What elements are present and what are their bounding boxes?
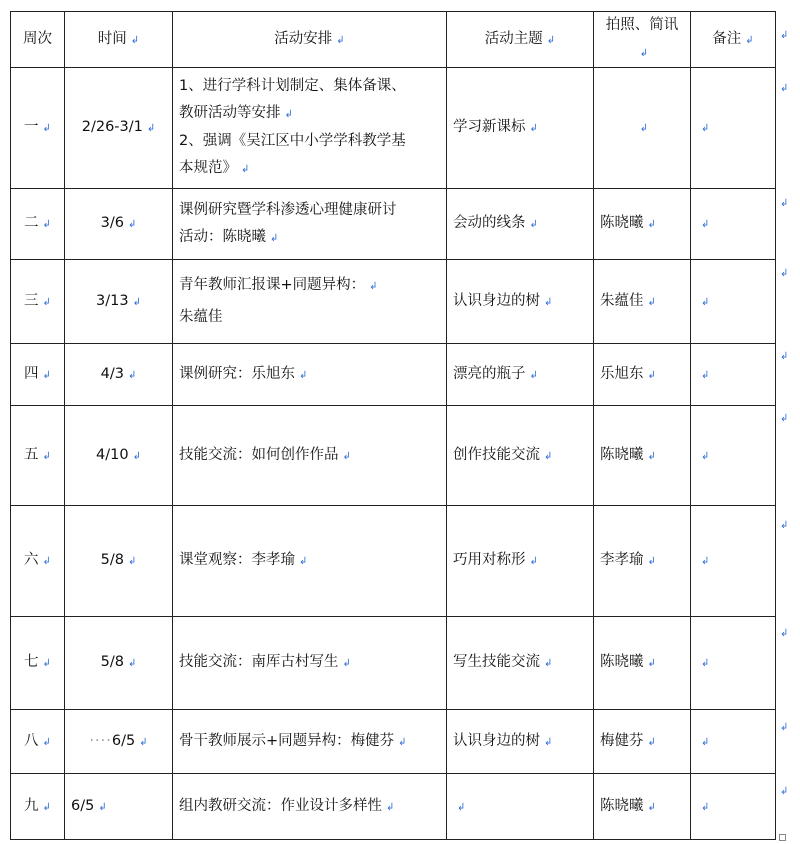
theme-cell: 学习新课标 ↲ xyxy=(447,68,594,189)
header-photo: 拍照、简讯↲ xyxy=(594,12,691,68)
date-cell: 3/6 ↲ xyxy=(65,189,173,260)
theme-cell: 创作技能交流 ↲ xyxy=(447,406,594,506)
photo-cell: 陈晓曦 ↲ xyxy=(594,189,691,260)
photo-cell: 朱蕴佳 ↲ xyxy=(594,260,691,344)
arrangement-line: 2、强调《吴江区中小学学科教学基 xyxy=(179,133,406,149)
table-row xyxy=(11,406,776,506)
photo-cell: 陈晓曦 ↲ xyxy=(594,774,691,840)
theme-cell: 会动的线条 ↲ xyxy=(447,189,594,260)
header-row xyxy=(11,12,776,68)
arrangement-line: 青年教师汇报课+同题异构： ↲ xyxy=(179,277,378,293)
week-cell: 五 ↲ xyxy=(11,406,65,506)
theme-cell: 写生技能交流 ↲ xyxy=(447,617,594,710)
arrangement-line: 活动：陈晓曦 ↲ xyxy=(179,228,279,245)
table-row xyxy=(11,710,776,774)
theme-cell: ↲ xyxy=(447,774,594,840)
note-cell: ↲ xyxy=(691,710,776,774)
arrangement-cell: 骨干教师展示+同题异构：梅健芬 ↲ xyxy=(173,710,447,774)
date-cell: 4/10 ↲ xyxy=(65,406,173,506)
week-cell: 四 ↲ xyxy=(11,344,65,406)
arrangement-cell: 技能交流：如何创作作品 ↲ xyxy=(173,406,447,506)
photo-cell: ↲ xyxy=(594,68,691,189)
arrangement-cell: 组内教研交流：作业设计多样性 ↲ xyxy=(173,774,447,840)
week-cell: 一 ↲ xyxy=(11,68,65,189)
arrangement-cell: 课堂观察：李孝瑜 ↲ xyxy=(173,506,447,617)
note-cell: ↲ xyxy=(691,617,776,710)
arrangement-cell: 课例研究：乐旭东 ↲ xyxy=(173,344,447,406)
table-row xyxy=(11,774,776,840)
row-end-mark: ↲ xyxy=(780,351,789,362)
note-cell: ↲ xyxy=(691,406,776,506)
note-cell: ↲ xyxy=(691,506,776,617)
photo-cell: 陈晓曦 ↲ xyxy=(594,406,691,506)
arrangement-cell: 技能交流：南厍古村写生 ↲ xyxy=(173,617,447,710)
date-cell: 3/13 ↲ xyxy=(65,260,173,344)
table-row xyxy=(11,506,776,617)
week-cell: 七 ↲ xyxy=(11,617,65,710)
arrangement-cell xyxy=(173,260,447,344)
theme-cell: 认识身边的树 ↲ xyxy=(447,710,594,774)
arrangement-line: 本规范》 ↲ xyxy=(179,160,250,176)
arrangement-cell xyxy=(173,68,447,189)
photo-cell: 陈晓曦 ↲ xyxy=(594,617,691,710)
note-cell: ↲ xyxy=(691,189,776,260)
arrangement-line: 课例研究暨学科渗透心理健康研讨 xyxy=(179,201,397,218)
table-row xyxy=(11,68,776,189)
row-end-mark: ↲ xyxy=(780,520,789,531)
note-cell: ↲ xyxy=(691,774,776,840)
photo-cell: 乐旭东 ↲ xyxy=(594,344,691,406)
row-end-mark: ↲ xyxy=(780,83,789,94)
arrangement-line: 教研活动等安排 ↲ xyxy=(179,105,293,121)
row-end-mark: ↲ xyxy=(780,268,789,279)
theme-cell: 巧用对称形 ↲ xyxy=(447,506,594,617)
header-arrangement: 活动安排 ↲ xyxy=(173,12,447,68)
week-cell: 六 ↲ xyxy=(11,506,65,617)
note-cell: ↲ xyxy=(691,260,776,344)
week-cell: 二 ↲ xyxy=(11,189,65,260)
date-cell: 2/26-3/1 ↲ xyxy=(65,68,173,189)
date-cell: 5/8 ↲ xyxy=(65,617,173,710)
date-cell: 6/5 ↲ xyxy=(65,774,173,840)
theme-cell: 漂亮的瓶子 ↲ xyxy=(447,344,594,406)
date-cell: 5/8 ↲ xyxy=(65,506,173,617)
note-cell: ↲ xyxy=(691,68,776,189)
table-end-handle xyxy=(779,834,786,841)
row-end-mark: ↲ xyxy=(780,198,789,209)
table-row xyxy=(11,260,776,344)
week-cell: 三 ↲ xyxy=(11,260,65,344)
row-end-mark: ↲ xyxy=(780,786,789,797)
schedule-table xyxy=(10,11,776,840)
row-end-mark: ↲ xyxy=(780,722,789,733)
theme-cell: 认识身边的树 ↲ xyxy=(447,260,594,344)
table-row xyxy=(11,344,776,406)
table-row xyxy=(11,617,776,710)
photo-cell: 梅健芬 ↲ xyxy=(594,710,691,774)
header-date: 时间 ↲ xyxy=(65,12,173,68)
date-cell: 4/3 ↲ xyxy=(65,344,173,406)
header-week: 周次 xyxy=(11,12,65,68)
table-row xyxy=(11,189,776,260)
arrangement-cell xyxy=(173,189,447,260)
header-note: 备注 ↲ xyxy=(691,12,776,68)
week-cell: 八 ↲ xyxy=(11,710,65,774)
row-end-mark: ↲ xyxy=(780,413,789,424)
week-cell: 九 ↲ xyxy=(11,774,65,840)
photo-cell: 李孝瑜 ↲ xyxy=(594,506,691,617)
row-end-mark: ↲ xyxy=(780,30,789,41)
arrangement-line: 朱蕴佳 xyxy=(179,309,223,325)
date-cell: ····6/5 ↲ xyxy=(65,710,173,774)
row-end-mark: ↲ xyxy=(780,628,789,639)
note-cell: ↲ xyxy=(691,344,776,406)
arrangement-line: 1、进行学科计划制定、集体备课、 xyxy=(179,78,406,94)
header-theme: 活动主题 ↲ xyxy=(447,12,594,68)
